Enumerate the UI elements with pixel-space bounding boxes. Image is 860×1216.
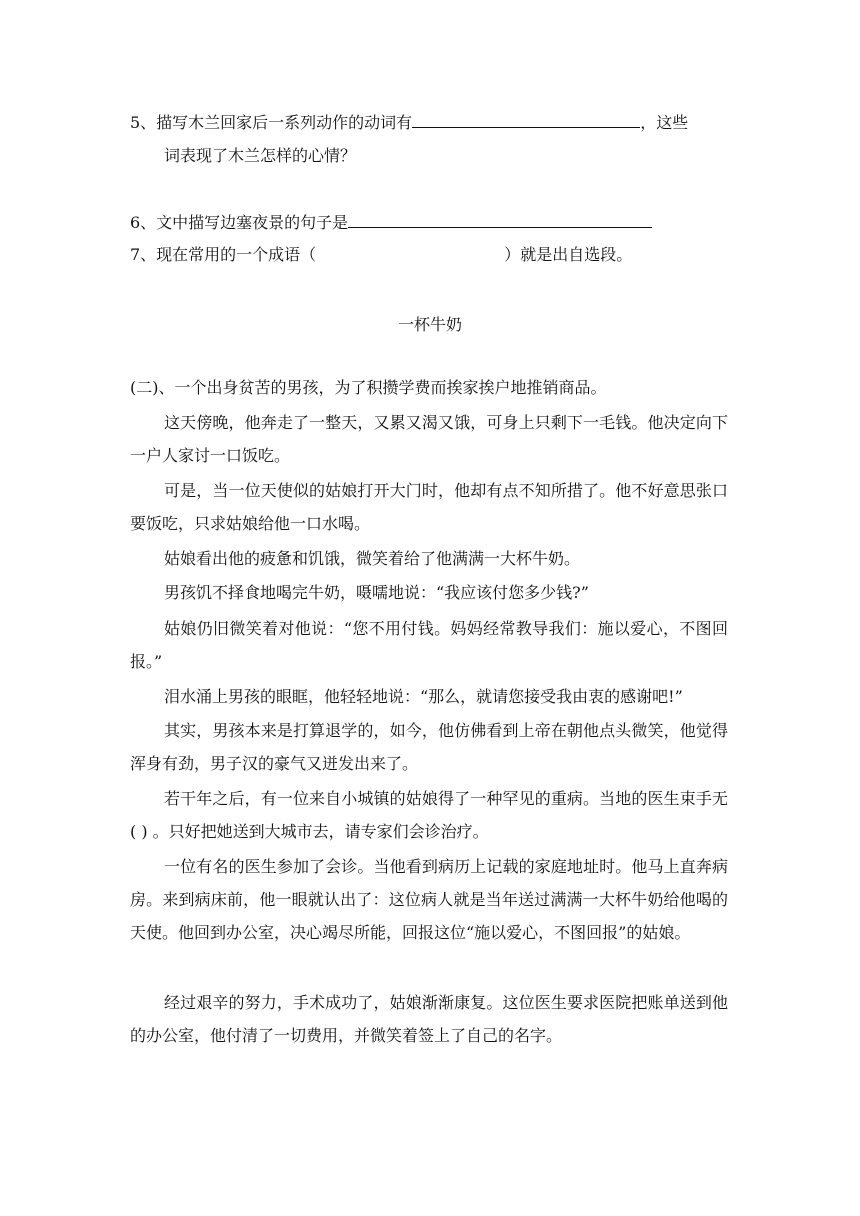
paragraph-6: [130, 680, 728, 713]
paragraph-8: [130, 782, 728, 848]
paragraph-10-text: 经过艰辛的努力，手术成功了，姑娘渐渐康复。这位医生要求医院把账单送到他的办公室，他付清了一切费用，并微笑着签上了自己的名字。: [130, 993, 728, 1045]
paragraph-1: [130, 406, 728, 472]
article-intro: (二)、一个出身贫苦的男孩，为了积攒学费而挨家挨户地推销商品。: [130, 378, 607, 397]
paragraph-7: [130, 714, 728, 780]
question-5: [130, 112, 688, 134]
question-6: [130, 212, 652, 234]
answer-blank-6[interactable]: [348, 213, 652, 228]
paragraph-5: [130, 612, 728, 678]
paragraph-6-text: 泪水涌上男孩的眼眶，他轻轻地说：“那么，就请您接受我由衷的感谢吧!”: [164, 687, 683, 706]
question-7: [130, 244, 632, 266]
paragraph-9: [130, 850, 728, 949]
article-title: 一杯牛奶: [397, 315, 462, 334]
paragraph-1-text: 这天傍晚，他奔走了一整天，又累又渴又饿，可身上只剩下一毛钱。他决定向下一户人家讨一口饭吃。: [130, 413, 728, 465]
paragraph-4: [130, 576, 728, 609]
question-5-text: 5、描写木兰回家后一系列动作的动词有: [130, 113, 413, 132]
paragraph-7-text: 其实，男孩本来是打算退学的，如今，他仿佛看到上帝在朝他点头微笑，他觉得浑身有劲，男子汉的豪气又迸发出来了。: [130, 721, 728, 773]
paragraph-2: [130, 474, 728, 540]
question-7-suffix: ）就是出自选段。: [504, 245, 633, 264]
paragraph-3: [130, 542, 728, 575]
question-6-text: 6、文中描写边塞夜景的句子是: [130, 213, 349, 232]
question-5-suffix: ，这些: [640, 113, 689, 132]
question-7-text: 7、现在常用的一个成语（: [130, 245, 317, 264]
paragraph-8-text: 若干年之后，有一位来自小城镇的姑娘得了一种罕见的重病。当地的医生束手无( ) 。只好把她送到大城市去，请专家们会诊治疗。: [130, 789, 728, 841]
question-5-continuation: 词表现了木兰怎样的心情？: [164, 146, 357, 165]
paragraph-3-text: 姑娘看出他的疲惫和饥饿，微笑着给了他满满一大杯牛奶。: [164, 549, 581, 568]
answer-blank-5[interactable]: [412, 113, 640, 128]
paragraph-9-text: 一位有名的医生参加了会诊。当他看到病历上记载的家庭地址时。他马上直奔病房。来到病床前，他一眼就认出了：这位病人就是当年送过满满一大杯牛奶给他喝的天使。他回到办公室，决心竭尽所能，回报这位“施以爱心，不图回报”的姑娘。: [130, 857, 728, 942]
paragraph-5-text: 姑娘仍旧微笑着对他说：“您不用付钱。妈妈经常教导我们：施以爱心，不图回报。”: [130, 619, 728, 671]
paragraph-2-text: 可是，当一位天使似的姑娘打开大门时，他却有点不知所措了。他不好意思张口要饭吃，只求姑娘给他一口水喝。: [130, 481, 728, 533]
paragraph-10: [130, 986, 728, 1052]
paragraph-4-text: 男孩饥不择食地喝完牛奶，嗫嚅地说：“我应该付您多少钱?”: [164, 583, 589, 602]
